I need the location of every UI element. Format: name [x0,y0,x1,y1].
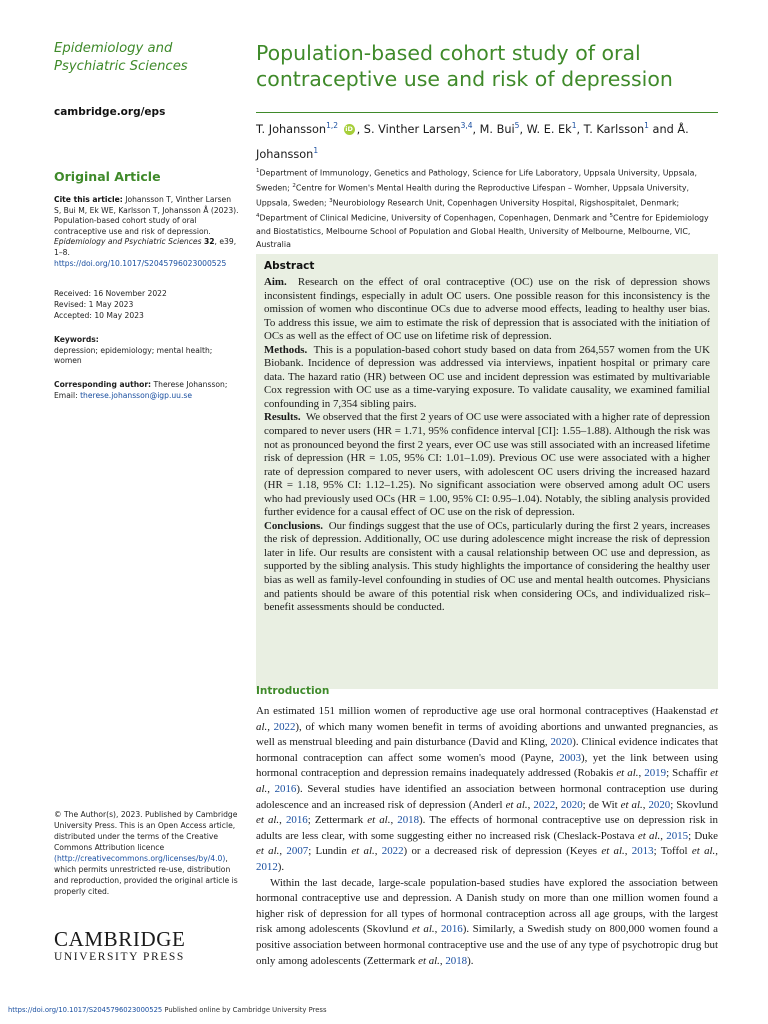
left-sidebar [54,40,240,963]
body-text: , [439,954,446,967]
author-affil-sup[interactable]: 1 [571,121,577,130]
cite-pages: , e39, 1–8. [54,237,237,257]
abstract-conclusions [264,520,710,615]
introduction-body [256,704,718,969]
citation-year-link[interactable]: 2016 [274,782,297,795]
publisher-logo-line2: UNIVERSITY PRESS [54,951,185,963]
body-text: ). The effects of hormonal contraceptive use on depression risk in adults are less clear, with some suggesting either no increased risk (Cheslack-Postava [256,814,718,842]
page-footer [8,1006,327,1014]
body-text: ; de Wit [582,798,621,811]
email-link[interactable]: therese.johansson@igp.uu.se [80,390,193,400]
body-text: , [642,798,649,811]
journal-site-link[interactable]: cambridge.org/eps [54,106,166,118]
abstract-results [264,411,710,519]
body-text: ; Lundin [308,845,352,858]
body-text: ). Similarly, a Swedish study on 800,000 women found a positive association between hormonal contraceptive use and the use of any type of psychotropic drug but only among adolescents (Zettermark [256,923,718,967]
intro-paragraph-2 [256,876,718,970]
affil-sup: 2 [292,182,296,189]
affil-sup: 3 [329,197,333,204]
methods-label: Methods. [264,343,308,356]
et-al-text: et al. [418,954,440,967]
affiliation: Department of Immunology, Genetics and Pathology, Science for Life Laboratory, Uppsala University, Uppsala, Sweden; [256,168,697,193]
et-al-text: et al. [505,798,528,811]
citation-year-link[interactable]: 2020 [550,736,573,749]
body-text: ; Skovlund [670,798,719,811]
body-text: , [374,845,382,858]
citation-year-link[interactable]: 2022 [273,720,296,733]
citation-year-link[interactable]: 2020 [648,798,671,811]
citation-year-link[interactable]: 2015 [666,829,689,842]
affiliation: Centre for Women's Mental Health during the Reproductive Lifespan – Womher, Uppsala University, Uppsala, Sweden; [256,183,689,208]
revised-date: Revised: 1 May 2023 [54,299,134,309]
results-text: We observed that the first 2 years of OC use were associated with a higher rate of depression compared to never users (HR = 1.71, 95% confidence interval [CI]: 1.55–1.88). Although the risk was not as pronounced beyond the first 2 years, ever OC use was still associated with an increased lifetime risk of depression (HR = 1.05, 95% CI: 1.01–1.09). Previous OC use were associated with a higher rate of depression compared to never users, with adolescent OC users driving the increased hazard (HR = 1.18, 95% CI: 1.12–1.25). No significant association were observed among adult OC users who had previously used OCs (HR = 1.00, 95% CI: 0.95–1.04). Notably, the sibling analysis provided further evidence for a causal effect of OC use on the risk of depression. [264,411,711,519]
author-affil-sup[interactable]: 1 [644,121,649,130]
affiliation: Department of Clinical Medicine, University of Copenhagen, Copenhagen, Denmark and [259,213,610,223]
body-text: , [555,798,561,811]
affil-sup: 5 [609,212,613,219]
citation-year-link[interactable]: 2003 [559,751,582,764]
abstract-heading: Abstract [264,260,315,272]
body-text: , [279,814,286,827]
license-text-1: © The Author(s), 2023. Published by Cambridge University Press. This is an Open Access article, distributed under the terms of the Creative Commons Attribution licence [54,810,238,852]
body-text: ; Schaffir [666,767,711,780]
author-name[interactable]: , W. E. Ek [519,122,572,136]
author-name[interactable]: , S. Vinther Larsen [356,122,461,136]
author-affil-sup[interactable]: 1 [313,145,319,155]
keywords-label: Keywords: [54,335,99,344]
conclusions-label: Conclusions. [264,519,324,532]
et-al-text: et al. [351,845,375,858]
et-al-text: et al. [620,798,643,811]
article-dates [54,289,167,321]
citation-year-link[interactable]: 2018 [445,954,468,967]
author-affil-sup[interactable]: 5 [514,121,520,130]
author-affil-sup[interactable]: 1,2 [326,121,339,130]
received-date: Received: 16 November 2022 [54,289,167,298]
body-text: ; Zettermark [307,814,368,827]
author-name[interactable]: , T. Karlsson [576,122,645,136]
citation-year-link[interactable]: 2022 [381,845,404,858]
body-text: ; Duke [688,829,718,842]
license-link[interactable]: (http://creativecommons.org/licenses/by/4.0) [54,854,226,863]
affiliation: Neurobiology Research Unit, Copenhagen University Hospital, Rigshospitalet, Denmark; [332,198,680,208]
affil-sup: 1 [256,168,260,174]
keywords-block [54,335,240,367]
body-text: , [279,845,287,858]
citation-year-link[interactable]: 2019 [644,767,667,780]
aim-text: Research on the effect of oral contraceptive (OC) use on the risk of depression shows inconsistent findings, especially in adult OC users. One possible reason for this inconsistency is the omission of women who discontinue OCs due to adverse mood effects, leading to healthy user bias. To address this issue, we aim to estimate the risk of depression that is associated with the initiation of OCs as well as the effect of OC use on lifetime risk of depression. [264,276,711,343]
et-al-text: et al. [256,705,718,733]
citation-year-link[interactable]: 2018 [397,814,420,827]
corresponding-author-block [54,380,240,401]
body-text: ). [277,860,285,873]
et-al-text: et al. [616,767,639,780]
body-text: ; Toffol [653,845,692,858]
body-text: ), yet the link between using hormonal contraception and depression remains inadequately addressed (Robakis [256,751,718,780]
cite-label: Cite this article: [54,195,123,204]
cite-volume: 32 [203,237,215,247]
citation-year-link[interactable]: 2013 [631,845,654,858]
corresponding-label: Corresponding author: [54,380,152,389]
keywords-text: depression; epidemiology; mental health; women [54,345,213,366]
body-text: , [267,720,274,733]
body-text: , [715,845,718,858]
accepted-date: Accepted: 10 May 2023 [54,310,144,320]
author-name[interactable]: T. Johansson [256,122,327,136]
footer-doi-link[interactable]: https://doi.org/10.1017/S2045796023000525 [8,1006,163,1014]
license-notice [54,809,240,897]
body-text: , [624,845,632,858]
body-text: , [527,798,534,811]
affiliation: Centre for Epidemiology and Biostatistics, Melbourne School of Population and Global Health, University of Melbourne, Melbourne, VIC, Australia [256,213,709,249]
journal-name[interactable]: Epidemiology and Psychiatric Sciences [54,41,188,74]
title-rule [256,112,718,113]
cite-text: Johansson T, Vinther Larsen S, Bui M, Ek WE, Karlsson T, Johansson Å (2023). Population-based cohort study of oral contraceptive use and risk of depression. [54,195,239,236]
license-text-2: , which permits unrestricted re-use, distribution and reproduction, provided the original article is properly cited. [54,854,238,896]
et-al-text: et al. [256,814,280,827]
affiliations [256,165,718,251]
publisher-logo [54,928,185,964]
abstract-aim [264,276,710,344]
corresponding-name: Therese Johansson; [153,380,228,389]
email-label: Email: [54,390,78,400]
citation-year-link[interactable]: 2022 [533,798,556,811]
citation-year-link[interactable]: 2016 [285,814,308,827]
article-type: Original Article [54,169,161,184]
et-al-text: et al. [367,814,391,827]
citation-year-link[interactable]: 2020 [560,798,583,811]
conclusions-text: Our findings suggest that the use of OCs, particularly during the first 2 years, increases the risk of depression. Additionally, OC use during adolescence might increase the risk of depression later in life. Our results are consistent with a causal relationship between OC use and depression, as supported by the sibling analysis. This study highlights the importance of considering the healthy user bias as well as family-level confounding in studies of OC use and mental health outcomes. Physicians and patients should be aware of this potential risk when considering OCs, and individualized risk–benefit assessments should be conducted. [264,519,710,614]
body-text: , [434,923,441,936]
author-name[interactable]: and Å. Johansson [256,122,689,161]
et-al-text: et al. [637,829,661,842]
body-text: ) or a decreased risk of depression (Keyes [403,845,602,858]
affil-sup: 4 [256,212,260,219]
footer-text: Published online by Cambridge University Press [162,1006,327,1014]
aim-label: Aim. [264,276,287,288]
et-al-text: et al. [256,845,280,858]
body-text: An estimated 151 million women of reproductive age use oral hormonal contraceptives (Haakenstad [256,705,711,717]
main-column [256,40,719,967]
body-text: , [390,814,398,827]
body-text: , [660,829,667,842]
article-title: Population-based cohort study of oral contraceptive use and risk of depression [256,41,673,91]
intro-paragraph-1 [256,704,718,876]
publisher-logo-line1: CAMBRIDGE [54,927,186,951]
cite-journal: Epidemiology and Psychiatric Sciences [54,237,202,247]
citation-year-link[interactable]: 2012 [256,860,278,873]
orcid-icon[interactable]: iD [345,125,353,134]
body-text: ). [467,954,474,967]
body-text: ). Several studies have identified an association between hormonal contraception use during adolescence and an increased risk of depression (Anderl [256,782,718,811]
body-text: , [638,767,645,780]
abstract-box [256,254,718,689]
citation-year-link[interactable]: 2007 [286,845,309,858]
abstract-methods [264,344,710,412]
methods-text: This is a population-based cohort study based on data from 264,557 women from the UK Biobank. Incidence of depression was addressed via interviews, inpatient hospital or primary care data. The hazard ratio (HR) between OC use and incident depression was estimated by multivariable Cox regression with OC use as a time-varying exposure. To validate causality, we examined familial confounding in 7,354 sibling pairs. [264,343,710,410]
body-text: Within the last decade, large-scale population-based studies have explored the association between hormonal contraceptive use and depression. A Danish study on more than one million women found a higher risk of depression for all types of hormonal contraception across all age groups, with the largest risk among adolescents (Skovlund [256,876,718,936]
et-al-text: et al. [411,923,435,936]
results-label: Results. [264,411,301,424]
body-text: , [267,782,275,795]
author-affil-sup[interactable]: 3,4 [460,121,473,130]
body-text: ), of which many women benefit in terms of avoiding abortions and unwanted pregnancies, as well as menstrual bleeding and pain disturbance (David and Kling, [256,720,718,749]
et-al-text: et al. [601,845,625,858]
et-al-text: et al. [691,845,716,858]
citation-block [54,195,240,269]
body-text: ). Clinical evidence indicates that hormonal contraception can affect some women's mood (Payne, [256,736,718,764]
citation-year-link[interactable]: 2016 [440,923,463,936]
author-list [256,115,718,165]
introduction-heading: Introduction [256,685,330,697]
author-name[interactable]: , M. Bui [472,122,515,136]
cite-doi-link[interactable]: https://doi.org/10.1017/S2045796023000525 [54,258,227,268]
et-al-text: et al. [256,767,719,795]
